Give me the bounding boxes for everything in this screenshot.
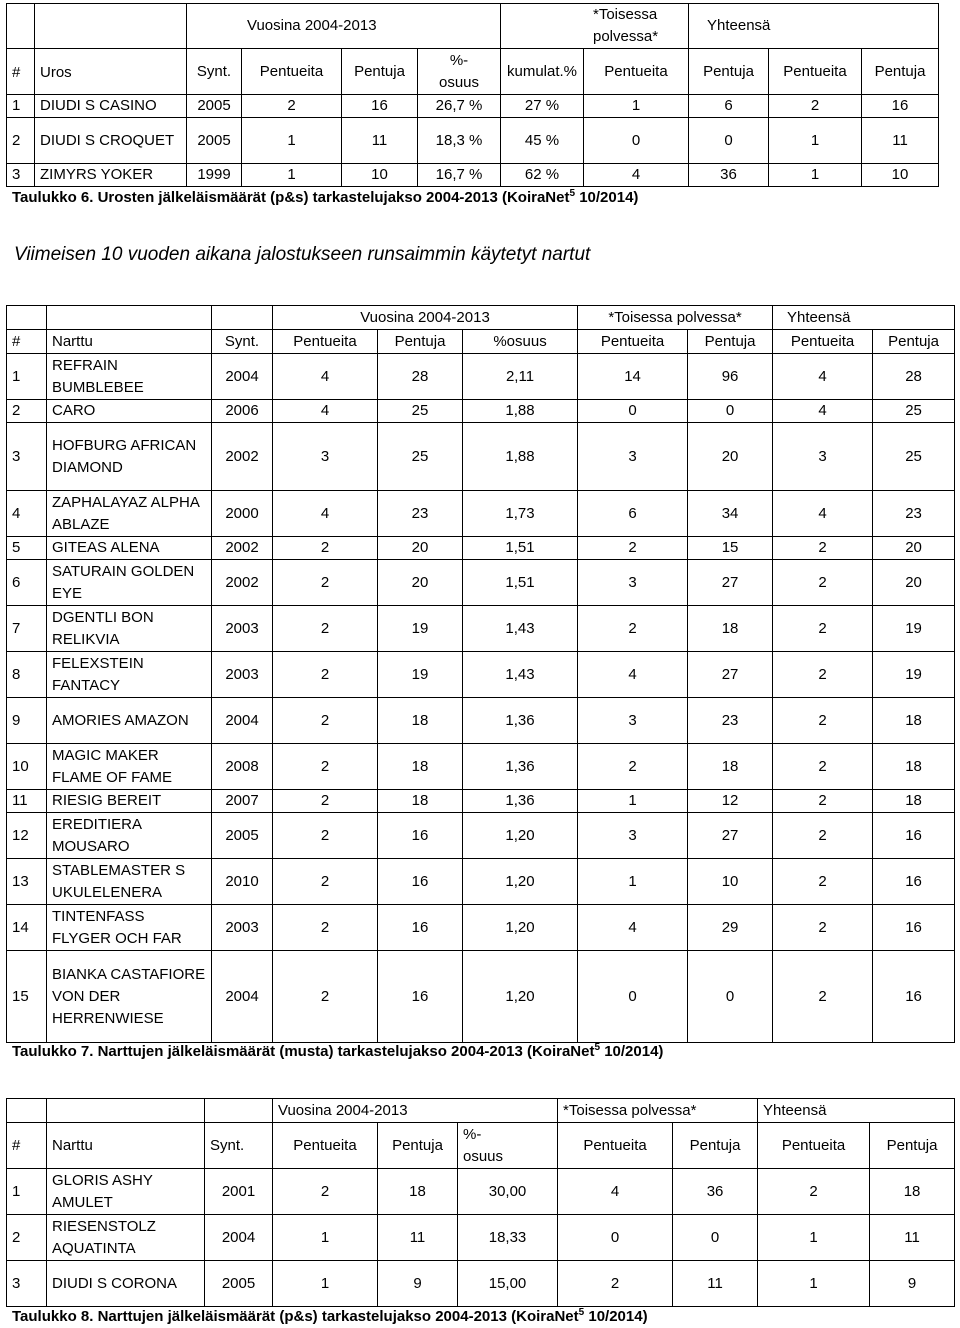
cell-value: 2 xyxy=(769,95,862,118)
cell-value: 10 xyxy=(862,164,939,187)
cell-value: 1,51 xyxy=(463,560,578,606)
cell-value: 36 xyxy=(689,164,769,187)
cell-value: 1,20 xyxy=(463,859,578,905)
table-row xyxy=(7,118,939,164)
cell-value: 0 xyxy=(689,118,769,164)
cell-value: 0 xyxy=(578,400,688,423)
dog-name: BIANKA CASTAFIORE VON DER HERRENWIESE xyxy=(47,951,212,1043)
cell-value: 1 xyxy=(584,95,689,118)
cell-value: 2003 xyxy=(212,905,273,951)
cell-value: 23 xyxy=(378,491,463,537)
row-number: 8 xyxy=(7,652,47,698)
cell-value: 2006 xyxy=(212,400,273,423)
name-header: Narttu xyxy=(47,330,212,354)
cell-value: 10 xyxy=(342,164,418,187)
dog-name: ZAPHALAYAZ ALPHA ABLAZE xyxy=(47,491,212,537)
table-row xyxy=(7,951,955,1043)
pct-header: %osuus xyxy=(463,330,578,354)
total-header: Yhteensä xyxy=(689,4,939,49)
dog-name: GITEAS ALENA xyxy=(47,537,212,560)
cell-value: 2,11 xyxy=(463,354,578,400)
cell-value: 18 xyxy=(688,606,773,652)
table-row xyxy=(7,560,955,606)
cell-value: 1 xyxy=(578,859,688,905)
cell-value: 4 xyxy=(273,354,378,400)
dog-name: ZIMYRS YOKER xyxy=(35,164,187,187)
cell-value: 2 xyxy=(773,537,873,560)
cell-value: 0 xyxy=(578,951,688,1043)
cell-value: 2003 xyxy=(212,652,273,698)
cell-value: 25 xyxy=(378,400,463,423)
cell-value: 1 xyxy=(769,164,862,187)
cell-value: 26,7 % xyxy=(418,95,501,118)
cell-value: 2002 xyxy=(212,560,273,606)
cell-value: 2 xyxy=(773,951,873,1043)
cell-value: 2 xyxy=(773,698,873,744)
cell-value: 1 xyxy=(242,118,342,164)
cell-value: 4 xyxy=(773,491,873,537)
dog-name: HOFBURG AFRICAN DIAMOND xyxy=(47,423,212,491)
cell-value: 16 xyxy=(378,905,463,951)
cell-value: 14 xyxy=(578,354,688,400)
cell-value: 18 xyxy=(378,1169,458,1215)
row-number: 9 xyxy=(7,698,47,744)
cell-value: 0 xyxy=(558,1215,673,1261)
cell-value: 1,20 xyxy=(463,905,578,951)
cell-value: 2 xyxy=(773,859,873,905)
cell-value: 28 xyxy=(378,354,463,400)
cell-value: 1,36 xyxy=(463,744,578,790)
cell-value: 2005 xyxy=(212,813,273,859)
table-8-header-row-1 xyxy=(7,1099,955,1123)
cell-value: 2010 xyxy=(212,859,273,905)
cell-value: 1 xyxy=(273,1261,378,1307)
cell-value: 23 xyxy=(873,491,955,537)
cell-value: 2 xyxy=(273,698,378,744)
cell-value: 2004 xyxy=(212,354,273,400)
cell-value: 2 xyxy=(773,905,873,951)
cell-value: 2 xyxy=(273,905,378,951)
cell-value: 34 xyxy=(688,491,773,537)
cell-value: 2 xyxy=(273,606,378,652)
cell-value: 1 xyxy=(273,1215,378,1261)
num-header: # xyxy=(7,49,35,95)
cell-value: 16 xyxy=(873,859,955,905)
cell-value: 4 xyxy=(773,354,873,400)
table-7 xyxy=(6,305,955,1043)
cell-value: 18 xyxy=(873,790,955,813)
cell-value: 20 xyxy=(873,560,955,606)
cell-value: 9 xyxy=(378,1261,458,1307)
cell-value: 1 xyxy=(758,1215,870,1261)
cell-value: 0 xyxy=(673,1215,758,1261)
row-number: 15 xyxy=(7,951,47,1043)
dog-name: STABLEMASTER S UKULELENERA xyxy=(47,859,212,905)
cell-value: 0 xyxy=(688,951,773,1043)
total-header: Yhteensä xyxy=(773,306,955,330)
cell-value: 2 xyxy=(273,652,378,698)
pups-header: Pentuja xyxy=(378,1123,458,1169)
litters3-header: Pentueita xyxy=(773,330,873,354)
cell-value: 18 xyxy=(378,744,463,790)
name-header: Uros xyxy=(35,49,187,95)
row-number: 3 xyxy=(7,1261,47,1307)
cell-value: 28 xyxy=(873,354,955,400)
cell-value: 25 xyxy=(873,400,955,423)
cell-value: 11 xyxy=(342,118,418,164)
cell-value: 20 xyxy=(688,423,773,491)
row-number: 4 xyxy=(7,491,47,537)
cell-value: 25 xyxy=(873,423,955,491)
dog-name: FELEXSTEIN FANTACY xyxy=(47,652,212,698)
cell-value: 1,88 xyxy=(463,423,578,491)
cell-value: 2008 xyxy=(212,744,273,790)
cell-value: 27 xyxy=(688,813,773,859)
cell-value: 2 xyxy=(578,744,688,790)
born-header: Synt. xyxy=(187,49,242,95)
cell-value: 1,20 xyxy=(463,951,578,1043)
row-number: 2 xyxy=(7,400,47,423)
cell-value: 19 xyxy=(378,652,463,698)
litters2-header: Pentueita xyxy=(584,49,689,95)
cell-value: 2005 xyxy=(187,95,242,118)
cell-value: 18 xyxy=(688,744,773,790)
name-header: Narttu xyxy=(47,1123,205,1169)
cell-value: 27 % xyxy=(501,95,584,118)
cell-value: 2 xyxy=(273,744,378,790)
table-row xyxy=(7,905,955,951)
cell-value: 96 xyxy=(688,354,773,400)
cell-value: 27 xyxy=(688,560,773,606)
cell-value: 3 xyxy=(273,423,378,491)
table-row xyxy=(7,491,955,537)
cell-value: 10 xyxy=(688,859,773,905)
litters2-header: Pentueita xyxy=(578,330,688,354)
cell-value: 2005 xyxy=(205,1261,273,1307)
dog-name: TINTENFASS FLYGER OCH FAR xyxy=(47,905,212,951)
table-6 xyxy=(6,3,939,187)
pups-header: Pentuja xyxy=(378,330,463,354)
cell-value: 25 xyxy=(378,423,463,491)
cell-value: 2000 xyxy=(212,491,273,537)
born-header: Synt. xyxy=(205,1123,273,1169)
cum-header: kumulat.% xyxy=(501,49,584,95)
cell-value: 2002 xyxy=(212,423,273,491)
cell-value: 36 xyxy=(673,1169,758,1215)
dog-name: DIUDI S CASINO xyxy=(35,95,187,118)
table-row xyxy=(7,537,955,560)
cell-value: 3 xyxy=(578,813,688,859)
cell-value: 2 xyxy=(242,95,342,118)
table-row xyxy=(7,423,955,491)
dog-name: AMORIES AMAZON xyxy=(47,698,212,744)
cell-value: 2 xyxy=(578,537,688,560)
cell-value: 12 xyxy=(688,790,773,813)
cell-value: 1,73 xyxy=(463,491,578,537)
row-number: 7 xyxy=(7,606,47,652)
cell-value: 18 xyxy=(873,744,955,790)
cell-value: 20 xyxy=(378,560,463,606)
cell-value: 19 xyxy=(873,606,955,652)
table-row xyxy=(7,164,939,187)
cell-value: 16,7 % xyxy=(418,164,501,187)
row-number: 6 xyxy=(7,560,47,606)
cell-value: 18 xyxy=(873,698,955,744)
cell-value: 18 xyxy=(870,1169,955,1215)
cell-value: 16 xyxy=(342,95,418,118)
cell-value: 1 xyxy=(769,118,862,164)
cell-value: 1,88 xyxy=(463,400,578,423)
table-row xyxy=(7,790,955,813)
pct-header: %-osuus xyxy=(458,1123,558,1169)
cell-value: 4 xyxy=(578,652,688,698)
cell-value: 2005 xyxy=(187,118,242,164)
cell-value: 16 xyxy=(862,95,939,118)
cell-value: 16 xyxy=(873,951,955,1043)
table-7-header-row-2 xyxy=(7,330,955,354)
dog-name: CARO xyxy=(47,400,212,423)
table-row xyxy=(7,859,955,905)
pups2-header: Pentuja xyxy=(689,49,769,95)
cell-value: 19 xyxy=(378,606,463,652)
cell-value: 2 xyxy=(273,560,378,606)
cell-value: 15 xyxy=(688,537,773,560)
cell-value: 11 xyxy=(862,118,939,164)
row-number: 1 xyxy=(7,1169,47,1215)
second-gen-header: *Toisessa polvessa* xyxy=(578,306,773,330)
litters3-header: Pentueita xyxy=(769,49,862,95)
cell-value: 29 xyxy=(688,905,773,951)
cell-value: 2 xyxy=(773,652,873,698)
cell-value: 11 xyxy=(378,1215,458,1261)
table-row xyxy=(7,652,955,698)
table-row xyxy=(7,698,955,744)
dog-name: REFRAIN BUMBLEBEE xyxy=(47,354,212,400)
cell-value: 2 xyxy=(773,813,873,859)
cell-value: 3 xyxy=(773,423,873,491)
cell-value: 11 xyxy=(673,1261,758,1307)
row-number: 12 xyxy=(7,813,47,859)
cell-value: 16 xyxy=(378,859,463,905)
cell-value: 6 xyxy=(689,95,769,118)
dog-name: MAGIC MAKER FLAME OF FAME xyxy=(47,744,212,790)
dog-name: DIUDI S CORONA xyxy=(47,1261,205,1307)
second-gen-header: *Toisessa polvessa* xyxy=(501,4,689,49)
cell-value: 2 xyxy=(273,813,378,859)
cell-value: 6 xyxy=(578,491,688,537)
cell-value: 19 xyxy=(873,652,955,698)
cell-value: 20 xyxy=(873,537,955,560)
cell-value: 1,43 xyxy=(463,652,578,698)
row-number: 13 xyxy=(7,859,47,905)
dog-name: DIUDI S CROQUET xyxy=(35,118,187,164)
dog-name: DGENTLI BON RELIKVIA xyxy=(47,606,212,652)
row-number: 5 xyxy=(7,537,47,560)
cell-value: 1 xyxy=(758,1261,870,1307)
pups3-header: Pentuja xyxy=(873,330,955,354)
cell-value: 2004 xyxy=(212,951,273,1043)
total-header: Yhteensä xyxy=(758,1099,955,1123)
pups3-header: Pentuja xyxy=(870,1123,955,1169)
litters-header: Pentueita xyxy=(273,1123,378,1169)
pups2-header: Pentuja xyxy=(673,1123,758,1169)
cell-value: 2 xyxy=(273,790,378,813)
cell-value: 18,3 % xyxy=(418,118,501,164)
pups3-header: Pentuja xyxy=(862,49,939,95)
cell-value: 16 xyxy=(873,813,955,859)
row-number: 3 xyxy=(7,164,35,187)
cell-value: 2007 xyxy=(212,790,273,813)
cell-value: 2002 xyxy=(212,537,273,560)
row-number: 1 xyxy=(7,95,35,118)
cell-value: 3 xyxy=(578,423,688,491)
dog-name: SATURAIN GOLDEN EYE xyxy=(47,560,212,606)
cell-value: 62 % xyxy=(501,164,584,187)
litters2-header: Pentueita xyxy=(558,1123,673,1169)
pct-header: %-osuus xyxy=(418,49,501,95)
table-row xyxy=(7,813,955,859)
cell-value: 4 xyxy=(558,1169,673,1215)
cell-value: 1,36 xyxy=(463,790,578,813)
cell-value: 0 xyxy=(688,400,773,423)
cell-value: 4 xyxy=(773,400,873,423)
litters-header: Pentueita xyxy=(273,330,378,354)
cell-value: 2 xyxy=(758,1169,870,1215)
row-number: 1 xyxy=(7,354,47,400)
cell-value: 2 xyxy=(773,790,873,813)
cell-value: 27 xyxy=(688,652,773,698)
table-row xyxy=(7,1215,955,1261)
table-row xyxy=(7,606,955,652)
row-number: 10 xyxy=(7,744,47,790)
cell-value: 3 xyxy=(578,560,688,606)
table-8-caption: Taulukko 8. Narttujen jälkeläismäärät (p&s) tarkastelujakso 2004-2013 (KoiraNet$^5$ 10/2014) xyxy=(12,1307,648,1325)
pups2-header: Pentuja xyxy=(688,330,773,354)
row-number: 3 xyxy=(7,423,47,491)
cell-value: 2004 xyxy=(205,1215,273,1261)
dog-name: RIESENSTOLZ AQUATINTA xyxy=(47,1215,205,1261)
cell-value: 2 xyxy=(578,606,688,652)
second-gen-header: *Toisessa polvessa* xyxy=(558,1099,758,1123)
table-7-caption: Taulukko 7. Narttujen jälkeläismäärät (musta) tarkastelujakso 2004-2013 (KoiraNet$^5$ 10/2014) xyxy=(12,1042,664,1060)
row-number: 2 xyxy=(7,118,35,164)
table-6-caption: Taulukko 6. Urosten jälkeläismäärät (p&s) tarkastelujakso 2004-2013 (KoiraNet$^5$ 10/2014) xyxy=(12,188,639,206)
cell-value: 2001 xyxy=(205,1169,273,1215)
cell-value: 4 xyxy=(578,905,688,951)
table-row xyxy=(7,1169,955,1215)
table-7-header-row-1 xyxy=(7,306,955,330)
row-number: 2 xyxy=(7,1215,47,1261)
cell-value: 18 xyxy=(378,698,463,744)
cell-value: 0 xyxy=(584,118,689,164)
pups-header: Pentuja xyxy=(342,49,418,95)
cell-value: 1999 xyxy=(187,164,242,187)
cell-value: 2 xyxy=(273,537,378,560)
cell-value: 1,51 xyxy=(463,537,578,560)
table-row xyxy=(7,354,955,400)
cell-value: 16 xyxy=(378,951,463,1043)
cell-value: 2003 xyxy=(212,606,273,652)
table-row xyxy=(7,744,955,790)
cell-value: 2 xyxy=(773,606,873,652)
section-heading: Viimeisen 10 vuoden aikana jalostukseen runsaimmin käytetyt nartut xyxy=(14,244,591,265)
cell-value: 16 xyxy=(873,905,955,951)
cell-value: 30,00 xyxy=(458,1169,558,1215)
cell-value: 3 xyxy=(578,698,688,744)
cell-value: 4 xyxy=(584,164,689,187)
table-8-header-row-2 xyxy=(7,1123,955,1169)
row-number: 11 xyxy=(7,790,47,813)
num-header: # xyxy=(7,330,47,354)
cell-value: 2 xyxy=(773,744,873,790)
period-header: Vuosina 2004-2013 xyxy=(273,306,578,330)
cell-value: 2 xyxy=(773,560,873,606)
table-8 xyxy=(6,1098,955,1307)
table-row xyxy=(7,95,939,118)
table-6-header-row-2 xyxy=(7,49,939,95)
dog-name: RIESIG BEREIT xyxy=(47,790,212,813)
cell-value: 15,00 xyxy=(458,1261,558,1307)
cell-value: 2 xyxy=(273,859,378,905)
table-row xyxy=(7,1261,955,1307)
cell-value: 1,20 xyxy=(463,813,578,859)
cell-value: 20 xyxy=(378,537,463,560)
dog-name: GLORIS ASHY AMULET xyxy=(47,1169,205,1215)
cell-value: 16 xyxy=(378,813,463,859)
table-6-header-row-1 xyxy=(7,4,939,49)
table-row xyxy=(7,400,955,423)
cell-value: 4 xyxy=(273,400,378,423)
cell-value: 1 xyxy=(242,164,342,187)
cell-value: 23 xyxy=(688,698,773,744)
cell-value: 9 xyxy=(870,1261,955,1307)
cell-value: 1,36 xyxy=(463,698,578,744)
cell-value: 1,43 xyxy=(463,606,578,652)
period-header: Vuosina 2004-2013 xyxy=(187,4,501,49)
cell-value: 45 % xyxy=(501,118,584,164)
litters-header: Pentueita xyxy=(242,49,342,95)
period-header: Vuosina 2004-2013 xyxy=(273,1099,558,1123)
cell-value: 4 xyxy=(273,491,378,537)
cell-value: 18,33 xyxy=(458,1215,558,1261)
litters3-header: Pentueita xyxy=(758,1123,870,1169)
cell-value: 1 xyxy=(578,790,688,813)
row-number: 14 xyxy=(7,905,47,951)
num-header: # xyxy=(7,1123,47,1169)
cell-value: 2 xyxy=(273,1169,378,1215)
cell-value: 2 xyxy=(558,1261,673,1307)
cell-value: 11 xyxy=(870,1215,955,1261)
born-header: Synt. xyxy=(212,330,273,354)
dog-name: EREDITIERA MOUSARO xyxy=(47,813,212,859)
cell-value: 18 xyxy=(378,790,463,813)
cell-value: 2004 xyxy=(212,698,273,744)
cell-value: 2 xyxy=(273,951,378,1043)
